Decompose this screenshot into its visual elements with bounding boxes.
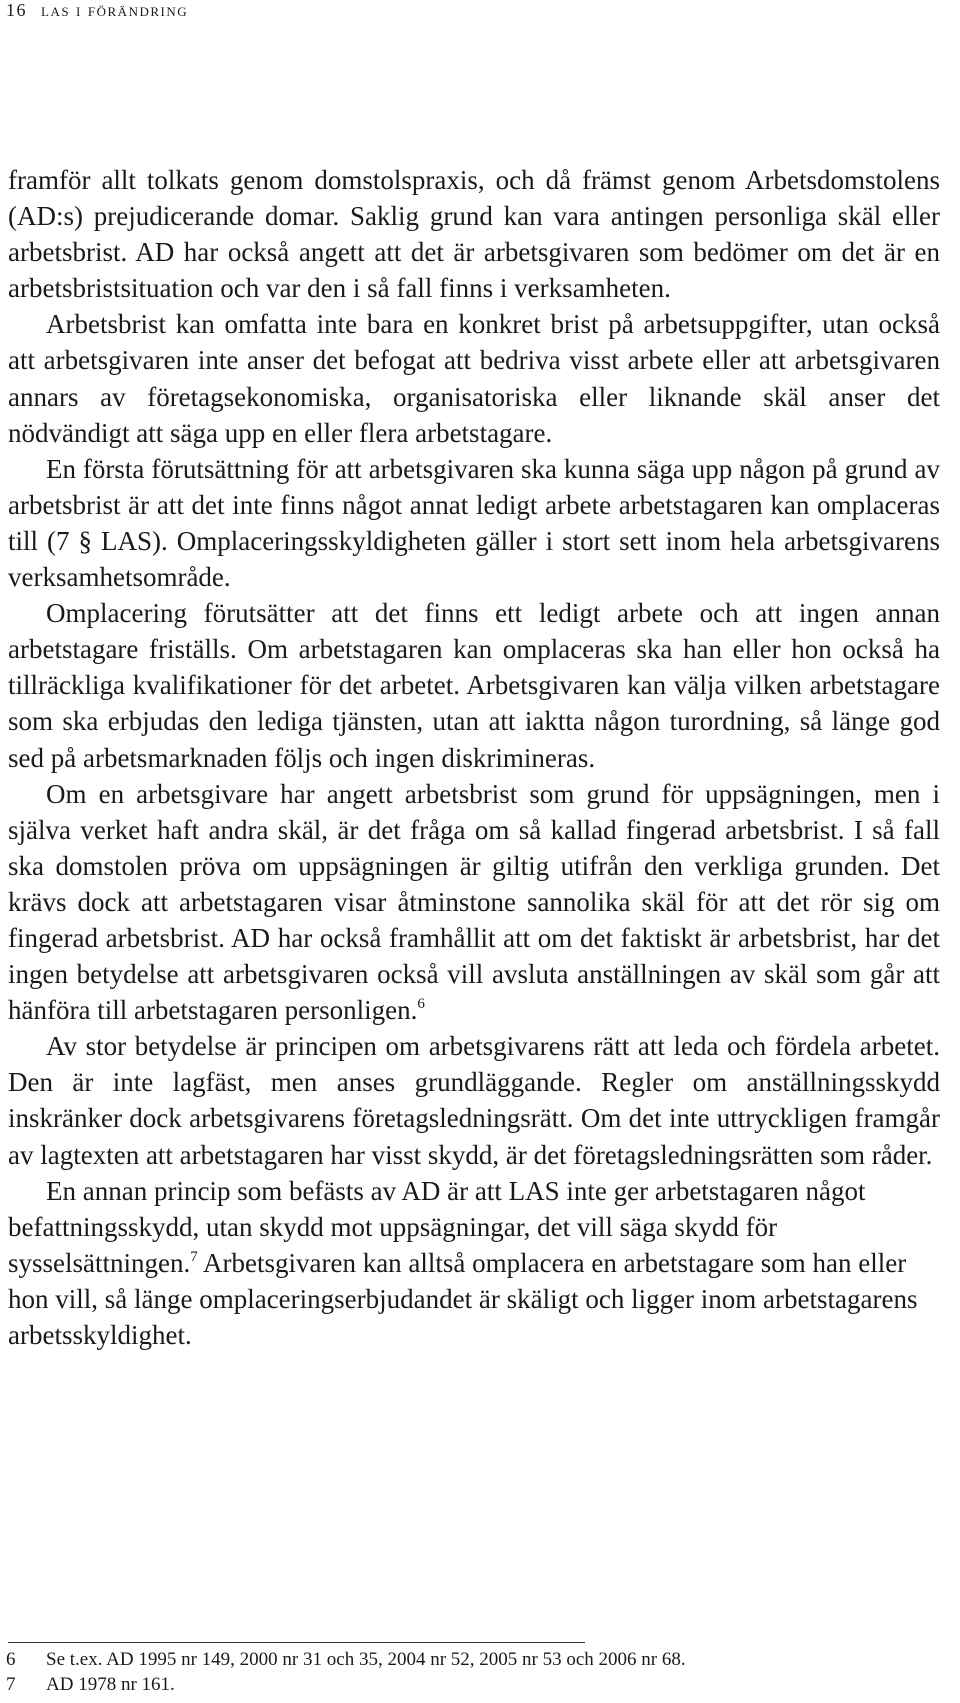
- paragraph-3: [8, 451, 940, 595]
- paragraph-6-text: Av stor betydelse är principen om arbetsgivarens rätt att leda och fördela arbetet. Den är inte lagfäst, men anses grundläggande. Regler om anställningsskydd inskränker dock arbetsgivarens företagsledningsrätt. Om det inte uttryckligen framgår av lagtexten att arbetstagaren har visst skydd, är det företagsledningsrätten som råder.: [8, 1031, 940, 1170]
- running-head-title: las i förändring: [41, 0, 189, 20]
- footnote-reference-6[interactable]: 6: [417, 996, 425, 1013]
- footnote-divider: [8, 1642, 585, 1643]
- page-number: 16: [6, 0, 27, 20]
- paragraph-5-text: Om en arbetsgivare har angett arbetsbrist som grund för uppsägningen, men i själva verket haft andra skäl, är det fråga om så kallad fingerad arbetsbrist. I så fall ska domstolen pröva om uppsägningen är giltig utifrån den verkliga grunden. Det krävs dock att arbetstagaren visar åtminstone sannolika skäl för att det rör sig om fingerad arbetsbrist. AD har också framhållit att om det faktiskt är arbetsbrist, har det ingen betydelse att arbetsgivaren också vill avsluta anställningen av skäl som går att hänföra till arbetstagaren personligen.: [8, 778, 940, 1026]
- paragraph-6: [8, 1028, 940, 1172]
- paragraph-4-text: Omplacering förutsätter att det finns ett ledigt arbete och att ingen annan arbetstagare friställs. Om arbetstagaren kan omplaceras ska han eller hon också ha tillräckliga kvalifikationer för det arbetet. Arbetsgivaren kan välja vilken arbetstagare som ska erbjudas den lediga tjänsten, utan att iaktta någon turordning, så länge god sed på arbetsmarknaden följs och ingen diskrimineras.: [8, 598, 940, 773]
- footnote-number: 7: [6, 1674, 16, 1695]
- paragraph-3-text: En första förutsättning för att arbetsgivaren ska kunna säga upp någon på grund av arbetsbrist är att det inte finns något annat ledigt arbete arbetstagaren kan omplaceras till (7 § LAS). Omplaceringsskyldigheten gäller i stort sett inom hela arbetsgivarens verksamhetsområde.: [8, 453, 940, 593]
- footnote-6: [6, 1647, 936, 1672]
- running-head: [6, 0, 188, 20]
- body-text: [8, 162, 940, 1353]
- footnotes: [6, 1647, 936, 1697]
- footnote-7: [6, 1672, 936, 1697]
- footnote-reference-7[interactable]: 7: [190, 1248, 198, 1265]
- paragraph-7-text-after: Arbetsgivaren kan alltså omplacera en arbetstagare som han eller hon vill, så länge omplaceringserbjudandet är skäligt och ligger inom arbetstagarens arbetsskyldighet.: [8, 1247, 918, 1350]
- paragraph-4: [8, 595, 940, 775]
- paragraph-7: [8, 1173, 940, 1353]
- paragraph-1-text: framför allt tolkats genom domstolspraxis, och då främst genom Arbetsdomstolens (AD:s) prejudicerande domar. Saklig grund kan vara antingen personliga skäl eller arbetsbrist. AD har också angett att det är arbetsgivaren som bedömer om det är en arbetsbristsituation och var den i så fall finns i verksamheten.: [8, 165, 940, 304]
- paragraph-1: [8, 162, 940, 306]
- paragraph-7-text-before: En annan princip som befästs av AD är att LAS inte ger arbetstagaren något befattningsskydd, utan skydd mot uppsägningar, det vill säga skydd för sysselsättningen.: [8, 1175, 866, 1278]
- paragraph-2-text: Arbetsbrist kan omfatta inte bara en konkret brist på arbetsuppgifter, utan också att arbetsgivaren inte anser det befogat att bedriva visst arbete eller att arbetsgivaren annars av företagsekonomiska, organisatoriska eller liknande skäl anser det nödvändigt att säga upp en eller flera arbetstagare.: [8, 309, 940, 448]
- paragraph-2: [8, 306, 940, 450]
- paragraph-5: [8, 776, 940, 1029]
- footnote-text: AD 1978 nr 161.: [46, 1674, 175, 1695]
- footnote-text: Se t.ex. AD 1995 nr 149, 2000 nr 31 och 35, 2004 nr 52, 2005 nr 53 och 2006 nr 68.: [46, 1649, 686, 1670]
- footnote-number: 6: [6, 1649, 16, 1670]
